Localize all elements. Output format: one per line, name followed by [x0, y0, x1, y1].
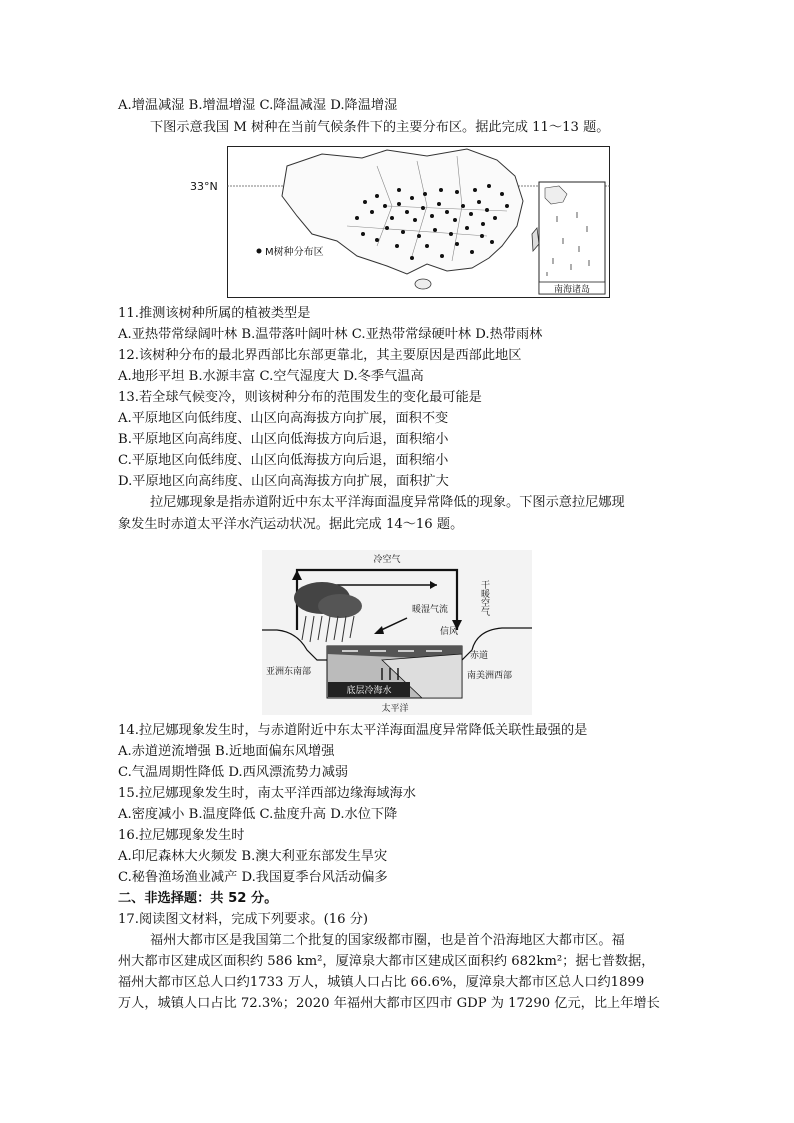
q17-material-3: 福州大都市区总人口约1733 万人，城镇人口占比 66.6%，厦漳泉大都市区总人口约1899	[118, 975, 645, 990]
q17-stem: 17.阅读图文材料，完成下列要求。(16 分)	[118, 912, 369, 927]
q16-options-ab: A.印尼森林大火频发 B.澳大利亚东部发生旱灾	[118, 849, 388, 864]
asia-label: 亚洲东南部	[266, 667, 312, 677]
q14-options-cd: C.气温周期性降低 D.西风漂流势力减弱	[118, 765, 349, 780]
q11-stem: 11.推测该树种所属的植被类型是	[118, 306, 311, 321]
distribution-map	[227, 146, 610, 298]
q16-stem: 16.拉尼娜现象发生时	[118, 828, 245, 843]
dry-air-label: 干暖空气	[479, 580, 489, 616]
inset-label: 南海诸岛	[553, 285, 591, 295]
q12-stem: 12.该树种分布的最北界西部比东部更靠北，其主要原因是西部此地区	[118, 348, 522, 363]
q17-material-1: 福州大都市区是我国第二个批复的国家级都市圈，也是首个沿海地区大都市区。福	[150, 933, 625, 948]
legend-dot-icon	[257, 249, 262, 254]
ocean-label: 太平洋	[381, 704, 409, 714]
samerica-label: 南美洲西部	[467, 671, 513, 681]
lanina-diagram	[262, 550, 532, 715]
q15-stem: 15.拉尼娜现象发生时，南太平洋西部边缘海域海水	[118, 786, 416, 801]
intro-lanina-1: 拉尼娜现象是指赤道附近中东太平洋海面温度异常降低的现象。下图示意拉尼娜现	[150, 495, 625, 510]
q12-options: A.地形平坦 B.水源丰富 C.空气湿度大 D.冬季气温高	[118, 369, 424, 384]
q17-material-2: 州大都市区建成区面积约 586 km²，厦漳泉大都市区建成区面积约 682km²；据七普数据，	[118, 954, 655, 969]
cold-air-label: 冷空气	[373, 555, 401, 565]
q13-option-d: D.平原地区向高纬度、山区向高海拔方向扩展，面积扩大	[118, 474, 449, 489]
q15-options: A.密度减小 B.温度降低 C.盐度升高 D.水位下降	[118, 807, 398, 822]
map-lat-label: 33°N	[190, 180, 218, 193]
q10-options: A.增温减湿 B.增温增湿 C.降温减湿 D.降温增湿	[118, 98, 398, 113]
intro-map: 下图示意我国 M 树种在当前气候条件下的主要分布区。据此完成 11～13 题。	[150, 120, 610, 135]
q16-options-cd: C.秘鲁渔场渔业减产 D.我国夏季台风活动偏多	[118, 870, 388, 885]
q13-option-c: C.平原地区向低纬度、山区向低海拔方向后退，面积缩小	[118, 453, 449, 468]
section-2-heading: 二、非选择题：共 52 分。	[118, 891, 278, 906]
q17-material-4: 万人，城镇人口占比 72.3%；2020 年福州大都市区四市 GDP 为 17290 亿元，比上年增长	[118, 996, 660, 1011]
trade-wind-label: 信风	[440, 627, 459, 637]
upwelling-label: 底层冷海水	[346, 686, 392, 696]
q13-stem: 13.若全球气候变冷，则该树种分布的范围发生的变化最可能是	[118, 390, 482, 405]
hainan-outline	[415, 279, 431, 289]
map-legend: M树种分布区	[265, 247, 324, 258]
q13-option-a: A.平原地区向低纬度、山区向高海拔方向扩展，面积不变	[118, 411, 449, 426]
q14-options-ab: A.赤道逆流增强 B.近地面偏东风增强	[118, 744, 335, 759]
intro-lanina-2: 象发生时赤道太平洋水汽运动状况。据此完成 14～16 题。	[118, 517, 464, 532]
q13-option-b: B.平原地区向高纬度、山区向低海拔方向后退，面积缩小	[118, 432, 449, 447]
q11-options: A.亚热带常绿阔叶林 B.温带落叶阔叶林 C.亚热带常绿硬叶林 D.热带雨林	[118, 327, 543, 342]
equator-label: 赤道	[470, 651, 489, 661]
warm-humid-label: 暖湿气流	[412, 605, 449, 615]
q14-stem: 14.拉尼娜现象发生时，与赤道附近中东太平洋海面温度异常降低关联性最强的是	[118, 723, 588, 738]
